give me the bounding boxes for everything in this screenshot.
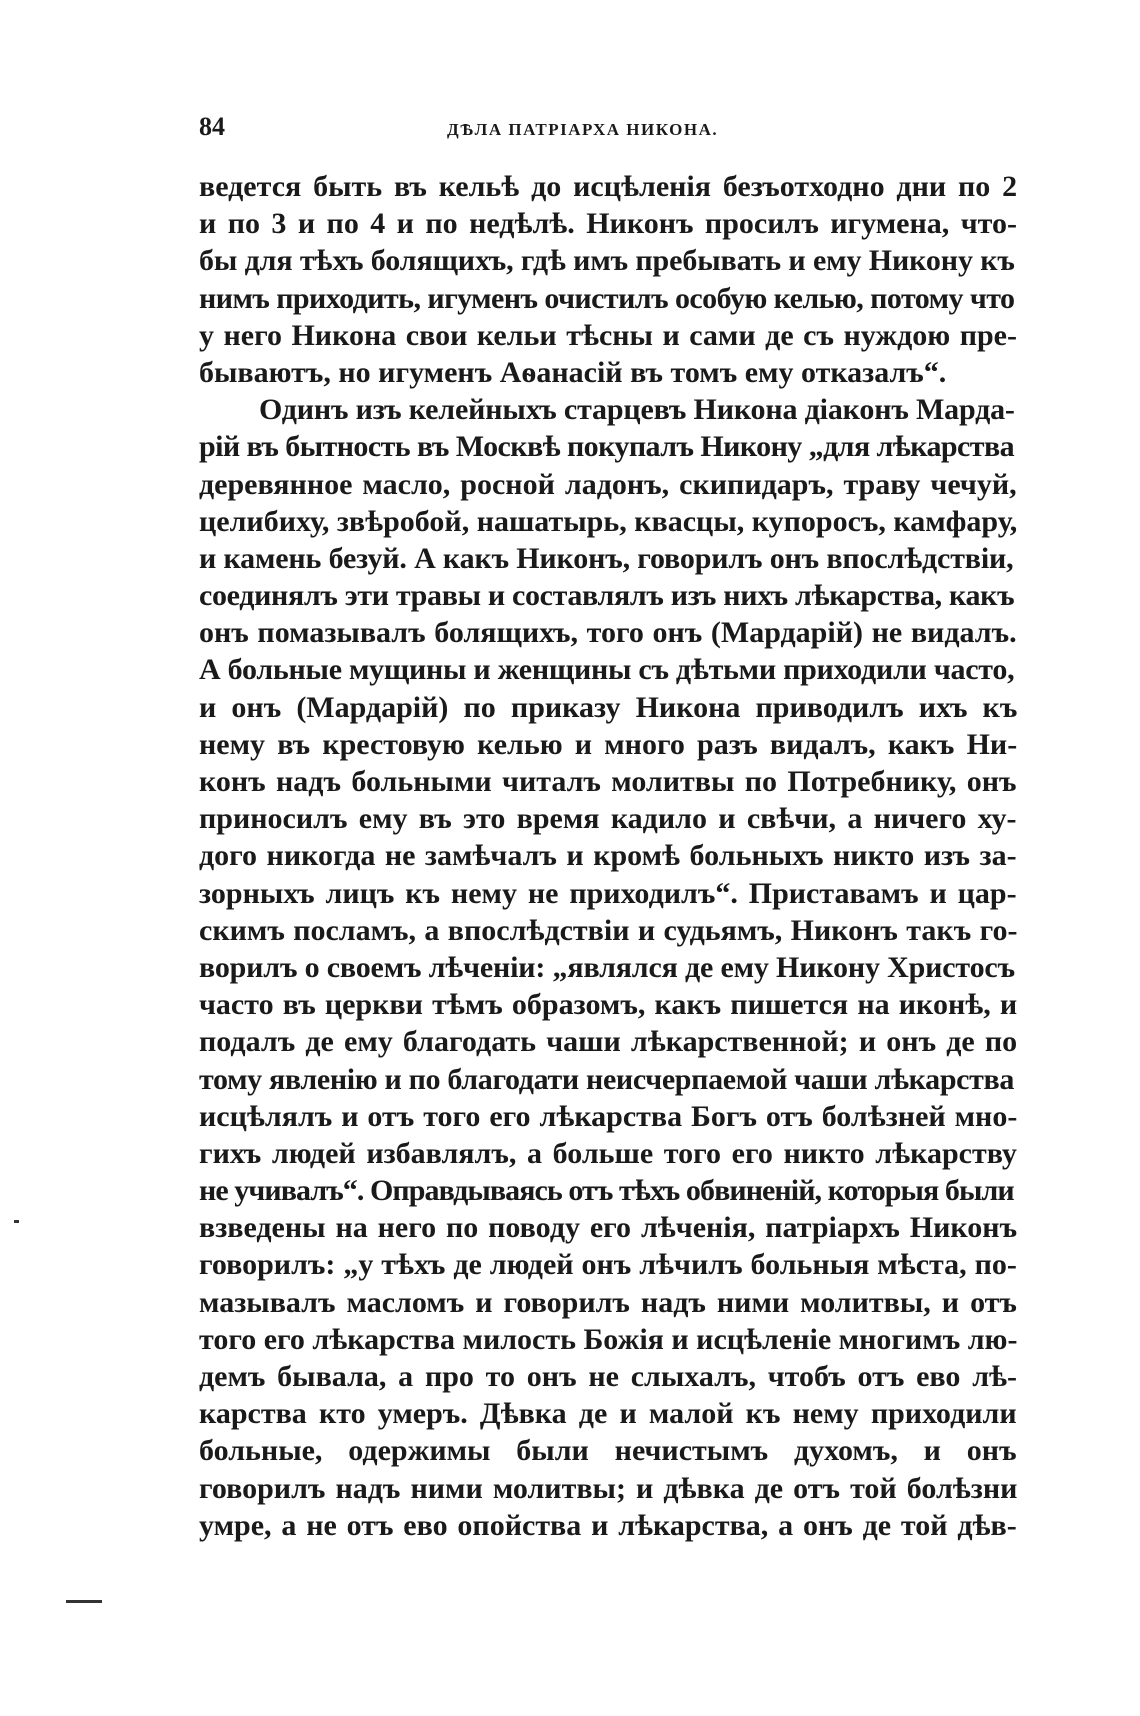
text-line: гихъ людей избавлялъ, а больше того его никто лѣкарству: [199, 1136, 1017, 1170]
scan-artifact: [66, 1600, 102, 1603]
text-line: скимъ посламъ, а впослѣдствіи и судьямъ, Никонъ такъ го-: [199, 913, 1017, 947]
text-line: и онъ (Мардарій) по приказу Никона приводилъ ихъ къ: [199, 690, 1017, 724]
text-line: мазывалъ масломъ и говорилъ надъ ними молитвы, и отъ: [199, 1285, 1017, 1319]
scan-artifact: [14, 1220, 19, 1223]
text-line: конъ надъ больными читалъ молитвы по Потребнику, онъ: [199, 765, 1017, 798]
body-text: [199, 168, 1017, 1544]
text-line: дого никогда не замѣчалъ и кромѣ больныхъ никто изъ за-: [199, 839, 1017, 873]
page-header: [199, 112, 1017, 152]
text-line: говорилъ надъ ними молитвы; и дѣвка де отъ той болѣзни: [199, 1471, 1017, 1505]
text-line: ведется быть въ кельѣ до исцѣленія безъотходно дни по 2: [199, 170, 1017, 203]
text-line: онъ помазывалъ болящихъ, того онъ (Мардарій) не видалъ.: [199, 616, 1017, 650]
text-line: целибиху, звѣробой, нашатырь, квасцы, купоросъ, камфару,: [199, 504, 1017, 538]
text-line: соединялъ эти травы и составлялъ изъ нихъ лѣкарства, какъ: [199, 579, 1015, 613]
text-line: ворилъ о своемъ лѣченіи: „являлся де ему Никону Христосъ: [199, 950, 1015, 984]
text-line: и камень безуй. А какъ Никонъ, говорилъ онъ впослѣдствіи,: [199, 541, 1014, 575]
running-title: ДѢЛА ПАТРІАРХА НИКОНА.: [447, 120, 719, 139]
text-line: рій въ бытность въ Москвѣ покупалъ Никону „для лѣкарства: [199, 430, 1015, 464]
text-line: бы для тѣхъ болящихъ, гдѣ имъ пребывать и ему Никону къ: [199, 244, 1015, 278]
text-line: исцѣлялъ и отъ того его лѣкарства Богъ отъ болѣзней мно-: [199, 1099, 1017, 1133]
text-line: у него Никона свои кельи тѣсны и сами де съ нуждою пре-: [199, 318, 1017, 352]
page-number: 84: [199, 112, 225, 141]
text-line: бываютъ, но игуменъ Аѳанасій въ томъ ему отказалъ“.: [199, 355, 947, 389]
text-line: А больные мущины и женщины съ дѣтьми приходили часто,: [199, 653, 1015, 687]
text-line: нимъ приходить, игуменъ очистилъ особую келью, потому что: [199, 281, 1015, 315]
text-line: взведены на него по поводу его лѣченія, патріархъ Никонъ: [199, 1211, 1017, 1245]
text-line: подалъ де ему благодать чаши лѣкарственной; и онъ де по: [199, 1025, 1017, 1059]
text-line: деревянное масло, росной ладонъ, скипидаръ, траву чечуй,: [199, 467, 1017, 501]
text-line: демъ бывала, а про то онъ не слыхалъ, чтобъ отъ ево лѣ-: [199, 1360, 1017, 1393]
text-line: умре, а не отъ ево опойства и лѣкарства, а онъ де той дѣв-: [199, 1508, 1017, 1542]
text-line: Одинъ изъ келейныхъ старцевъ Никона діаконъ Марда-: [259, 393, 1015, 427]
text-line: того его лѣкарства милость Божія и исцѣленіе многимъ лю-: [199, 1322, 1017, 1356]
text-line: нему въ крестовую келью и много разъ видалъ, какъ Ни-: [199, 727, 1017, 761]
text-line: приносилъ ему въ это время кадило и свѣчи, а ничего ху-: [199, 802, 1017, 836]
text-line: часто въ церкви тѣмъ образомъ, какъ пишется на иконѣ, и: [199, 988, 1017, 1022]
text-line: тому явленію и по благодати неисчерпаемой чаши лѣкарства: [199, 1062, 1015, 1096]
text-line: и по 3 и по 4 и по недѣлѣ. Никонъ просилъ игумена, что-: [199, 207, 1017, 241]
text-line: карства кто умеръ. Дѣвка де и малой къ нему приходили: [199, 1397, 1017, 1431]
text-line: не учивалъ“. Оправдываясь отъ тѣхъ обвиненій, которыя были: [199, 1174, 1014, 1208]
text-line: говорилъ: „у тѣхъ де людей онъ лѣчилъ больныя мѣста, по-: [199, 1248, 1017, 1282]
text-line: зорныхъ лицъ къ нему не приходилъ“. Приставамъ и цар-: [199, 876, 1017, 910]
text-line: больные, одержимы были нечистымъ духомъ, и онъ: [199, 1434, 1017, 1468]
